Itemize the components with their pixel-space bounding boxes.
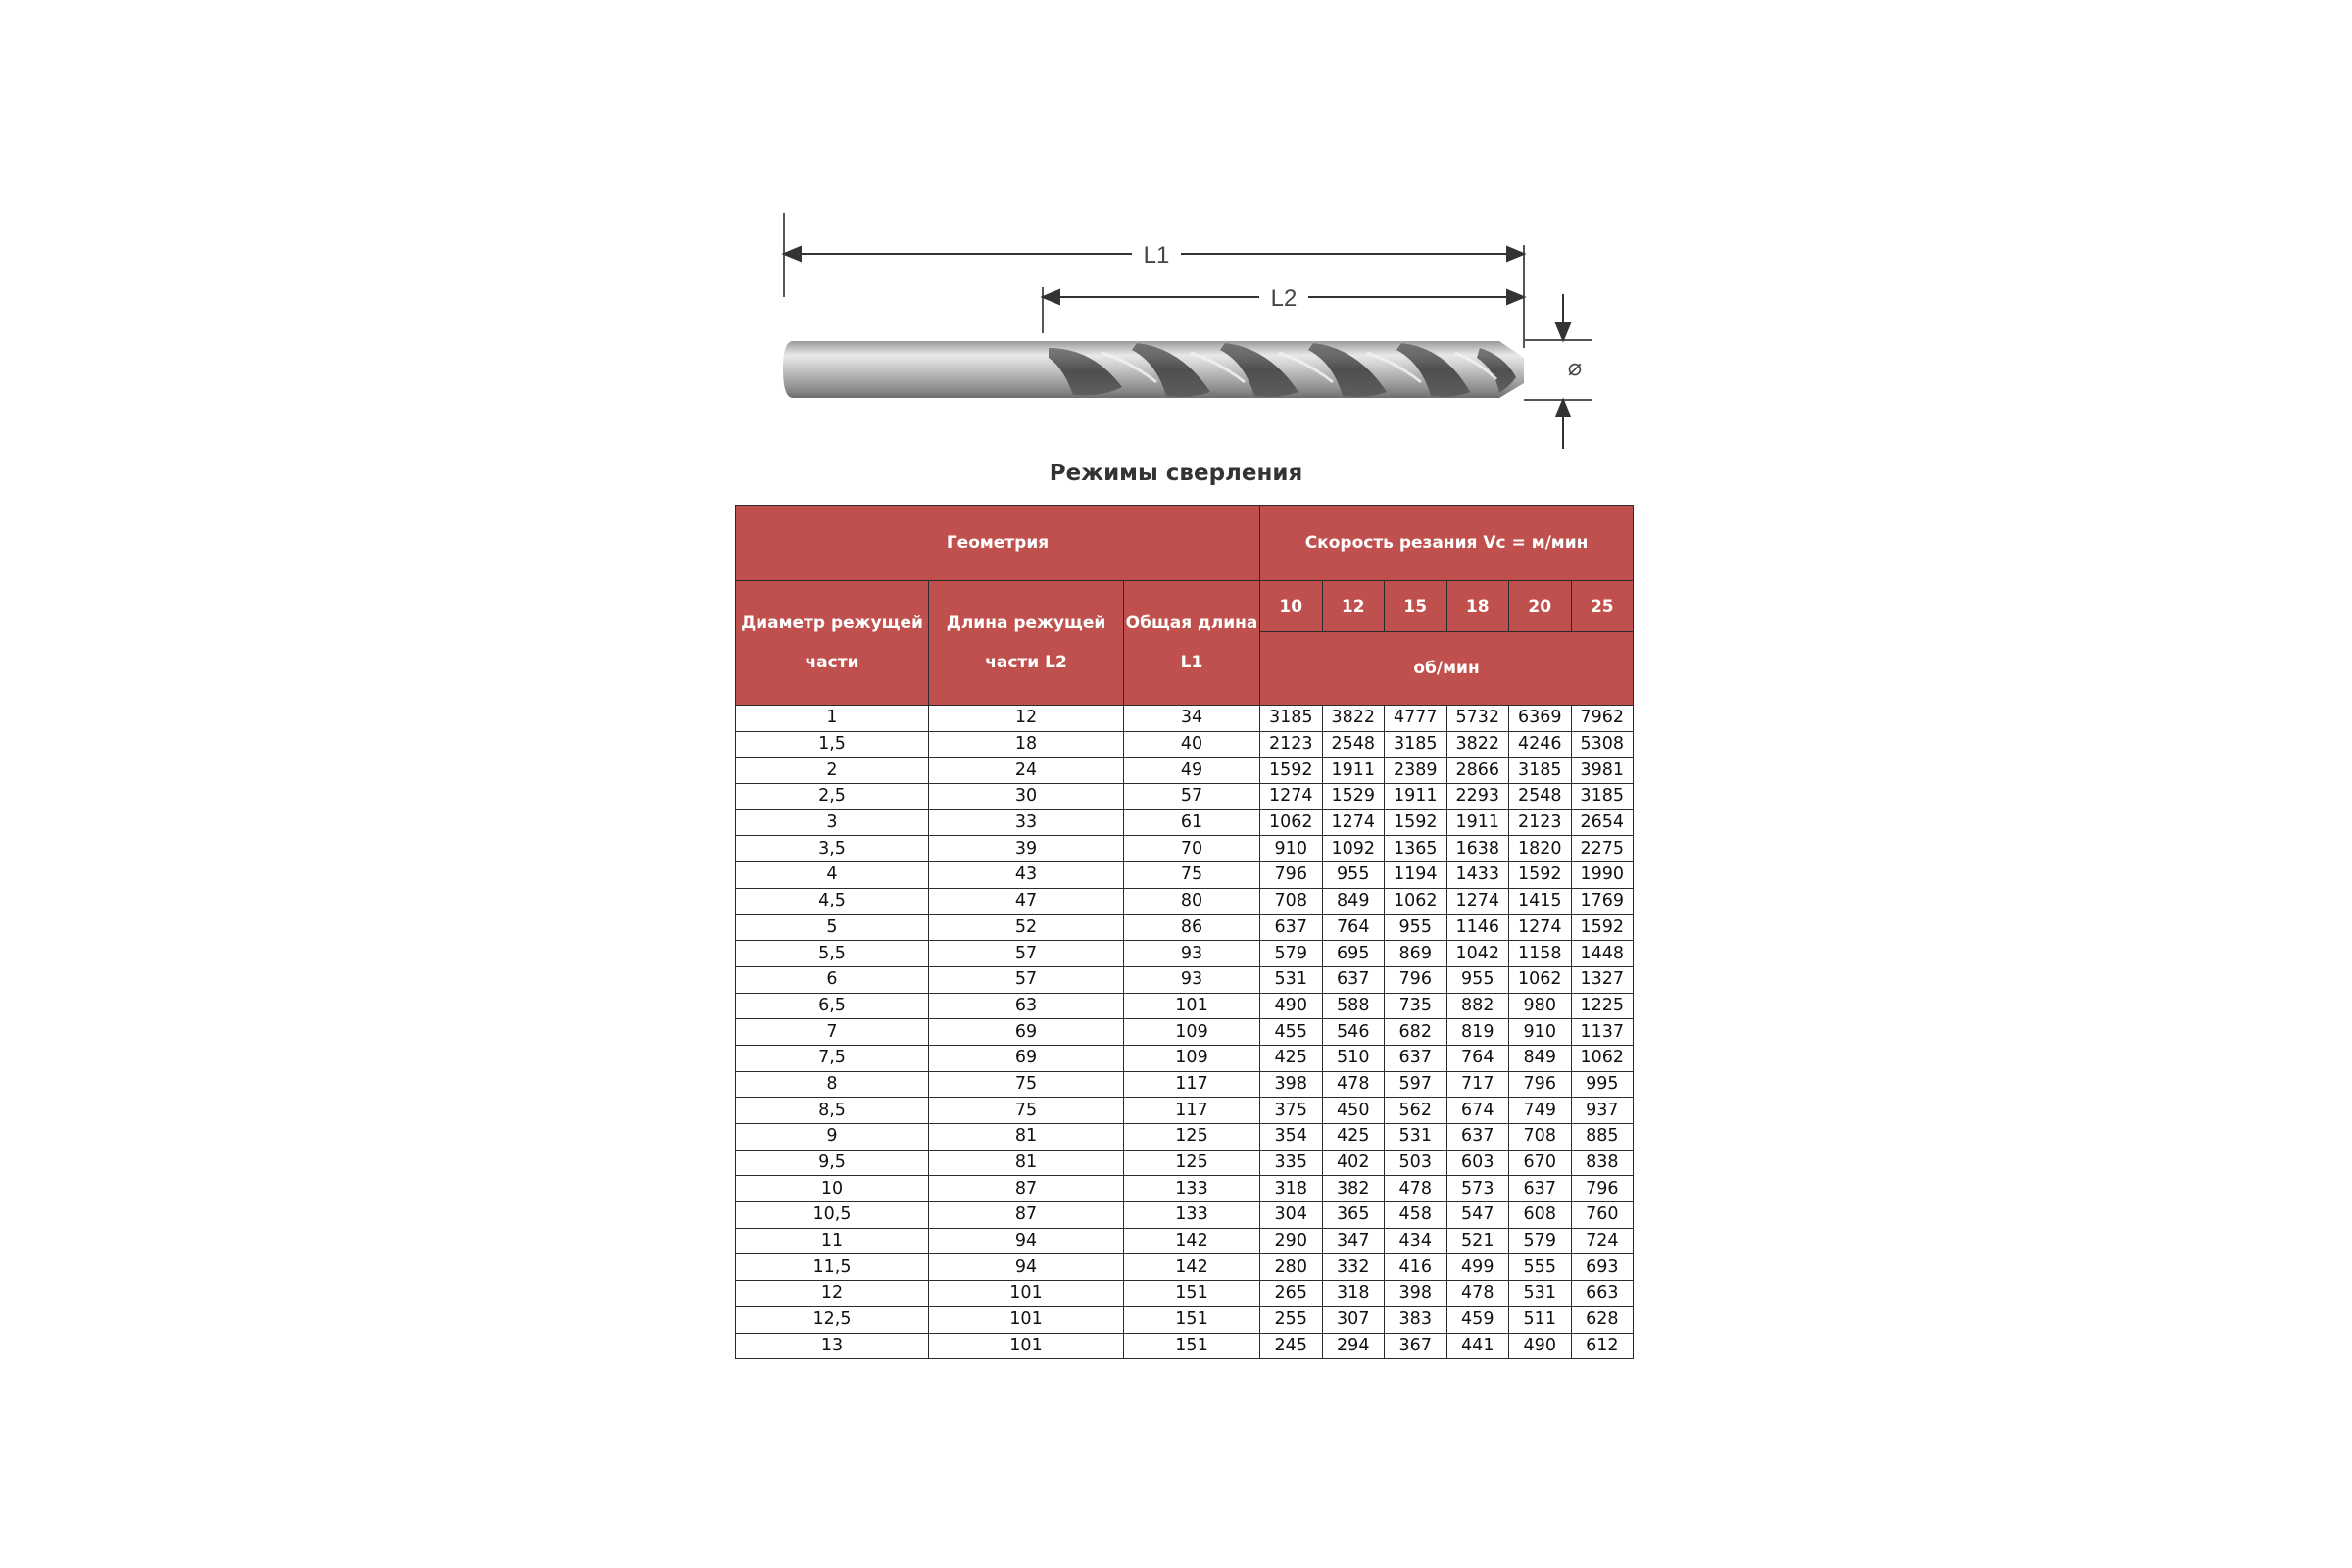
cell-rpm: 2293 — [1446, 784, 1509, 810]
cell-rpm: 7962 — [1571, 706, 1634, 732]
cell-total-length: 93 — [1124, 941, 1260, 967]
cell-cutting-length: 87 — [929, 1176, 1124, 1202]
cell-rpm: 5732 — [1446, 706, 1509, 732]
cell-cutting-length: 69 — [929, 1045, 1124, 1071]
cell-total-length: 101 — [1124, 993, 1260, 1019]
cell-rpm: 521 — [1446, 1228, 1509, 1254]
cell-rpm: 3981 — [1571, 758, 1634, 784]
cell-rpm: 1415 — [1509, 888, 1572, 914]
cell-cutting-length: 81 — [929, 1124, 1124, 1151]
cell-diameter: 6,5 — [736, 993, 929, 1019]
table-row — [736, 836, 1634, 862]
cell-cutting-length: 12 — [929, 706, 1124, 732]
label-diameter: ⌀ — [1567, 355, 1583, 381]
cell-rpm: 597 — [1385, 1071, 1447, 1098]
table-row — [736, 1306, 1634, 1333]
cell-diameter: 5 — [736, 914, 929, 941]
cell-rpm: 849 — [1322, 888, 1385, 914]
cell-diameter: 6 — [736, 966, 929, 993]
speed-value-header: 18 — [1446, 581, 1509, 632]
cell-cutting-length: 30 — [929, 784, 1124, 810]
cell-rpm: 531 — [1260, 966, 1323, 993]
cell-rpm: 1062 — [1385, 888, 1447, 914]
cell-rpm: 304 — [1260, 1202, 1323, 1229]
cell-rpm: 398 — [1260, 1071, 1323, 1098]
cell-rpm: 255 — [1260, 1306, 1323, 1333]
table-row — [736, 706, 1634, 732]
cell-rpm: 796 — [1571, 1176, 1634, 1202]
geometry-header: Геометрия — [736, 506, 1260, 581]
cell-rpm: 562 — [1385, 1098, 1447, 1124]
cell-total-length: 49 — [1124, 758, 1260, 784]
cell-diameter: 13 — [736, 1333, 929, 1359]
cell-total-length: 109 — [1124, 1019, 1260, 1046]
cell-rpm: 2548 — [1322, 731, 1385, 758]
cell-rpm: 1638 — [1446, 836, 1509, 862]
cell-rpm: 318 — [1322, 1281, 1385, 1307]
cell-rpm: 2548 — [1509, 784, 1572, 810]
cell-rpm: 3185 — [1571, 784, 1634, 810]
cell-rpm: 693 — [1571, 1254, 1634, 1281]
cell-rpm: 450 — [1322, 1098, 1385, 1124]
cell-rpm: 760 — [1571, 1202, 1634, 1229]
cell-rpm: 980 — [1509, 993, 1572, 1019]
cell-rpm: 335 — [1260, 1150, 1323, 1176]
table-row — [736, 888, 1634, 914]
cell-rpm: 455 — [1260, 1019, 1323, 1046]
cell-total-length: 40 — [1124, 731, 1260, 758]
cell-rpm: 510 — [1322, 1045, 1385, 1071]
cell-cutting-length: 101 — [929, 1333, 1124, 1359]
cell-cutting-length: 47 — [929, 888, 1124, 914]
cell-rpm: 2389 — [1385, 758, 1447, 784]
cell-rpm: 637 — [1385, 1045, 1447, 1071]
cell-diameter: 5,5 — [736, 941, 929, 967]
cell-rpm: 1592 — [1571, 914, 1634, 941]
rpm-unit-header: об/мин — [1260, 632, 1634, 706]
cell-rpm: 882 — [1446, 993, 1509, 1019]
cell-rpm: 3822 — [1446, 731, 1509, 758]
column-header-cutting-length: Длина режущей части L2 — [929, 581, 1124, 706]
table-row — [736, 1228, 1634, 1254]
cell-rpm: 441 — [1446, 1333, 1509, 1359]
cell-rpm: 1769 — [1571, 888, 1634, 914]
cell-rpm: 663 — [1571, 1281, 1634, 1307]
cell-diameter: 11,5 — [736, 1254, 929, 1281]
table-row — [736, 862, 1634, 889]
cell-rpm: 531 — [1509, 1281, 1572, 1307]
cell-rpm: 764 — [1322, 914, 1385, 941]
cell-rpm: 4246 — [1509, 731, 1572, 758]
cell-rpm: 910 — [1509, 1019, 1572, 1046]
cell-rpm: 3822 — [1322, 706, 1385, 732]
cell-rpm: 708 — [1509, 1124, 1572, 1151]
cell-rpm: 1365 — [1385, 836, 1447, 862]
cell-rpm: 637 — [1322, 966, 1385, 993]
cell-total-length: 117 — [1124, 1098, 1260, 1124]
label-l1: L1 — [1143, 242, 1170, 269]
cell-total-length: 151 — [1124, 1306, 1260, 1333]
cell-cutting-length: 101 — [929, 1306, 1124, 1333]
cell-rpm: 3185 — [1385, 731, 1447, 758]
cell-rpm: 1146 — [1446, 914, 1509, 941]
cell-rpm: 1042 — [1446, 941, 1509, 967]
table-body — [736, 706, 1634, 1359]
cell-rpm: 1433 — [1446, 862, 1509, 889]
cell-rpm: 318 — [1260, 1176, 1323, 1202]
cell-rpm: 819 — [1446, 1019, 1509, 1046]
cell-total-length: 142 — [1124, 1228, 1260, 1254]
cell-diameter: 8 — [736, 1071, 929, 1098]
cell-rpm: 637 — [1446, 1124, 1509, 1151]
cell-total-length: 86 — [1124, 914, 1260, 941]
cell-rpm: 764 — [1446, 1045, 1509, 1071]
cell-rpm: 1225 — [1571, 993, 1634, 1019]
column-header-diameter: Диаметр режущей части — [736, 581, 929, 706]
cell-rpm: 425 — [1322, 1124, 1385, 1151]
cell-rpm: 1092 — [1322, 836, 1385, 862]
cell-rpm: 1062 — [1260, 809, 1323, 836]
speed-value-header: 20 — [1509, 581, 1572, 632]
cell-rpm: 2866 — [1446, 758, 1509, 784]
cell-rpm: 717 — [1446, 1071, 1509, 1098]
cell-total-length: 75 — [1124, 862, 1260, 889]
column-header-total-length: Общая длина L1 — [1124, 581, 1260, 706]
cell-rpm: 280 — [1260, 1254, 1323, 1281]
drilling-modes-table — [735, 505, 1634, 1359]
cell-rpm: 1274 — [1446, 888, 1509, 914]
table-row — [736, 1150, 1634, 1176]
cell-diameter: 12 — [736, 1281, 929, 1307]
drill-drawing — [779, 201, 1592, 456]
cell-diameter: 10 — [736, 1176, 929, 1202]
table-row — [736, 809, 1634, 836]
cell-diameter: 4 — [736, 862, 929, 889]
cell-rpm: 499 — [1446, 1254, 1509, 1281]
cell-rpm: 670 — [1509, 1150, 1572, 1176]
table-row — [736, 1254, 1634, 1281]
cell-rpm: 2123 — [1509, 809, 1572, 836]
cell-cutting-length: 43 — [929, 862, 1124, 889]
cell-rpm: 869 — [1385, 941, 1447, 967]
cell-rpm: 402 — [1322, 1150, 1385, 1176]
cell-cutting-length: 101 — [929, 1281, 1124, 1307]
cell-total-length: 125 — [1124, 1124, 1260, 1151]
cell-rpm: 910 — [1260, 836, 1323, 862]
cell-rpm: 724 — [1571, 1228, 1634, 1254]
cell-rpm: 478 — [1385, 1176, 1447, 1202]
speed-value-header: 15 — [1385, 581, 1447, 632]
cell-rpm: 838 — [1571, 1150, 1634, 1176]
cell-rpm: 637 — [1260, 914, 1323, 941]
cell-rpm: 1592 — [1385, 809, 1447, 836]
cell-total-length: 151 — [1124, 1281, 1260, 1307]
cell-rpm: 695 — [1322, 941, 1385, 967]
cell-rpm: 294 — [1322, 1333, 1385, 1359]
cell-rpm: 347 — [1322, 1228, 1385, 1254]
cell-diameter: 1,5 — [736, 731, 929, 758]
cell-total-length: 57 — [1124, 784, 1260, 810]
cell-rpm: 503 — [1385, 1150, 1447, 1176]
cell-rpm: 735 — [1385, 993, 1447, 1019]
cell-rpm: 796 — [1260, 862, 1323, 889]
cell-cutting-length: 75 — [929, 1071, 1124, 1098]
drill-body — [783, 341, 1524, 398]
cell-rpm: 608 — [1509, 1202, 1572, 1229]
cell-rpm: 579 — [1509, 1228, 1572, 1254]
cell-rpm: 1327 — [1571, 966, 1634, 993]
cell-rpm: 637 — [1509, 1176, 1572, 1202]
cell-rpm: 3185 — [1509, 758, 1572, 784]
cell-total-length: 125 — [1124, 1150, 1260, 1176]
cell-diameter: 3,5 — [736, 836, 929, 862]
cell-total-length: 117 — [1124, 1071, 1260, 1098]
cell-diameter: 10,5 — [736, 1202, 929, 1229]
cell-diameter: 8,5 — [736, 1098, 929, 1124]
table-row — [736, 758, 1634, 784]
table-row — [736, 1124, 1634, 1151]
cell-rpm: 478 — [1446, 1281, 1509, 1307]
cell-cutting-length: 63 — [929, 993, 1124, 1019]
cell-total-length: 142 — [1124, 1254, 1260, 1281]
table-row — [736, 731, 1634, 758]
table-row — [736, 1281, 1634, 1307]
cell-cutting-length: 57 — [929, 966, 1124, 993]
cell-rpm: 1274 — [1260, 784, 1323, 810]
cell-cutting-length: 75 — [929, 1098, 1124, 1124]
cell-rpm: 546 — [1322, 1019, 1385, 1046]
cell-diameter: 4,5 — [736, 888, 929, 914]
cell-rpm: 354 — [1260, 1124, 1323, 1151]
table-row — [736, 993, 1634, 1019]
speed-value-header: 25 — [1571, 581, 1634, 632]
cell-total-length: 93 — [1124, 966, 1260, 993]
cell-rpm: 382 — [1322, 1176, 1385, 1202]
cell-rpm: 459 — [1446, 1306, 1509, 1333]
cell-rpm: 245 — [1260, 1333, 1323, 1359]
cell-rpm: 1529 — [1322, 784, 1385, 810]
cell-rpm: 588 — [1322, 993, 1385, 1019]
cell-rpm: 265 — [1260, 1281, 1323, 1307]
cell-rpm: 365 — [1322, 1202, 1385, 1229]
cell-rpm: 375 — [1260, 1098, 1323, 1124]
cell-rpm: 682 — [1385, 1019, 1447, 1046]
cell-rpm: 1911 — [1446, 809, 1509, 836]
cell-rpm: 995 — [1571, 1071, 1634, 1098]
cell-rpm: 955 — [1385, 914, 1447, 941]
cell-rpm: 612 — [1571, 1333, 1634, 1359]
cell-rpm: 1062 — [1509, 966, 1572, 993]
cell-rpm: 490 — [1260, 993, 1323, 1019]
cell-rpm: 1137 — [1571, 1019, 1634, 1046]
cell-total-length: 70 — [1124, 836, 1260, 862]
cell-total-length: 109 — [1124, 1045, 1260, 1071]
cell-rpm: 749 — [1509, 1098, 1572, 1124]
cell-cutting-length: 69 — [929, 1019, 1124, 1046]
cell-rpm: 434 — [1385, 1228, 1447, 1254]
cell-rpm: 555 — [1509, 1254, 1572, 1281]
cell-rpm: 383 — [1385, 1306, 1447, 1333]
cell-rpm: 796 — [1509, 1071, 1572, 1098]
cell-diameter: 12,5 — [736, 1306, 929, 1333]
cell-rpm: 416 — [1385, 1254, 1447, 1281]
cell-total-length: 151 — [1124, 1333, 1260, 1359]
cell-rpm: 1592 — [1509, 862, 1572, 889]
table-row — [736, 941, 1634, 967]
cell-cutting-length: 33 — [929, 809, 1124, 836]
cell-rpm: 398 — [1385, 1281, 1447, 1307]
cell-rpm: 1194 — [1385, 862, 1447, 889]
cell-rpm: 955 — [1446, 966, 1509, 993]
table-row — [736, 1098, 1634, 1124]
cell-diameter: 11 — [736, 1228, 929, 1254]
cell-rpm: 1820 — [1509, 836, 1572, 862]
cell-rpm: 2123 — [1260, 731, 1323, 758]
cell-rpm: 490 — [1509, 1333, 1572, 1359]
cell-rpm: 458 — [1385, 1202, 1447, 1229]
cell-rpm: 1274 — [1509, 914, 1572, 941]
cell-rpm: 478 — [1322, 1071, 1385, 1098]
cell-total-length: 34 — [1124, 706, 1260, 732]
cell-rpm: 674 — [1446, 1098, 1509, 1124]
cell-diameter: 3 — [736, 809, 929, 836]
cell-rpm: 849 — [1509, 1045, 1572, 1071]
cell-cutting-length: 52 — [929, 914, 1124, 941]
speed-value-header: 10 — [1260, 581, 1323, 632]
cell-diameter: 2,5 — [736, 784, 929, 810]
cell-rpm: 290 — [1260, 1228, 1323, 1254]
cell-rpm: 307 — [1322, 1306, 1385, 1333]
cell-rpm: 603 — [1446, 1150, 1509, 1176]
cell-rpm: 4777 — [1385, 706, 1447, 732]
cell-rpm: 367 — [1385, 1333, 1447, 1359]
cell-diameter: 9 — [736, 1124, 929, 1151]
cell-cutting-length: 94 — [929, 1254, 1124, 1281]
cell-diameter: 9,5 — [736, 1150, 929, 1176]
cell-rpm: 708 — [1260, 888, 1323, 914]
cell-rpm: 6369 — [1509, 706, 1572, 732]
cell-rpm: 628 — [1571, 1306, 1634, 1333]
cell-total-length: 80 — [1124, 888, 1260, 914]
cell-rpm: 1911 — [1385, 784, 1447, 810]
table-row — [736, 914, 1634, 941]
table-row — [736, 1045, 1634, 1071]
cell-cutting-length: 24 — [929, 758, 1124, 784]
cell-rpm: 573 — [1446, 1176, 1509, 1202]
speed-value-header: 12 — [1322, 581, 1385, 632]
table-row — [736, 1176, 1634, 1202]
cell-rpm: 1274 — [1322, 809, 1385, 836]
cell-diameter: 7 — [736, 1019, 929, 1046]
cell-rpm: 796 — [1385, 966, 1447, 993]
cell-rpm: 3185 — [1260, 706, 1323, 732]
cell-rpm: 1592 — [1260, 758, 1323, 784]
table-row — [736, 1071, 1634, 1098]
cell-cutting-length: 87 — [929, 1202, 1124, 1229]
cell-cutting-length: 94 — [929, 1228, 1124, 1254]
cell-rpm: 5308 — [1571, 731, 1634, 758]
cell-rpm: 579 — [1260, 941, 1323, 967]
cell-rpm: 547 — [1446, 1202, 1509, 1229]
table-row — [736, 1333, 1634, 1359]
cell-rpm: 1990 — [1571, 862, 1634, 889]
cell-rpm: 937 — [1571, 1098, 1634, 1124]
label-l2: L2 — [1270, 285, 1298, 312]
cell-diameter: 2 — [736, 758, 929, 784]
table-row — [736, 1202, 1634, 1229]
cell-rpm: 2275 — [1571, 836, 1634, 862]
table-row — [736, 966, 1634, 993]
cell-rpm: 2654 — [1571, 809, 1634, 836]
table-row — [736, 1019, 1634, 1046]
cell-cutting-length: 39 — [929, 836, 1124, 862]
cell-cutting-length: 57 — [929, 941, 1124, 967]
cell-total-length: 61 — [1124, 809, 1260, 836]
cell-cutting-length: 81 — [929, 1150, 1124, 1176]
cell-rpm: 332 — [1322, 1254, 1385, 1281]
page-title: Режимы сверления — [1049, 461, 1303, 486]
table-row — [736, 784, 1634, 810]
cell-rpm: 1062 — [1571, 1045, 1634, 1071]
cell-diameter: 1 — [736, 706, 929, 732]
cell-rpm: 1911 — [1322, 758, 1385, 784]
cell-total-length: 133 — [1124, 1202, 1260, 1229]
cell-rpm: 425 — [1260, 1045, 1323, 1071]
cell-rpm: 511 — [1509, 1306, 1572, 1333]
cell-rpm: 1158 — [1509, 941, 1572, 967]
cell-total-length: 133 — [1124, 1176, 1260, 1202]
cell-rpm: 531 — [1385, 1124, 1447, 1151]
cell-rpm: 955 — [1322, 862, 1385, 889]
cell-rpm: 885 — [1571, 1124, 1634, 1151]
cell-diameter: 7,5 — [736, 1045, 929, 1071]
cell-rpm: 1448 — [1571, 941, 1634, 967]
cutting-speed-header: Скорость резания Vc = м/мин — [1260, 506, 1634, 581]
cell-cutting-length: 18 — [929, 731, 1124, 758]
